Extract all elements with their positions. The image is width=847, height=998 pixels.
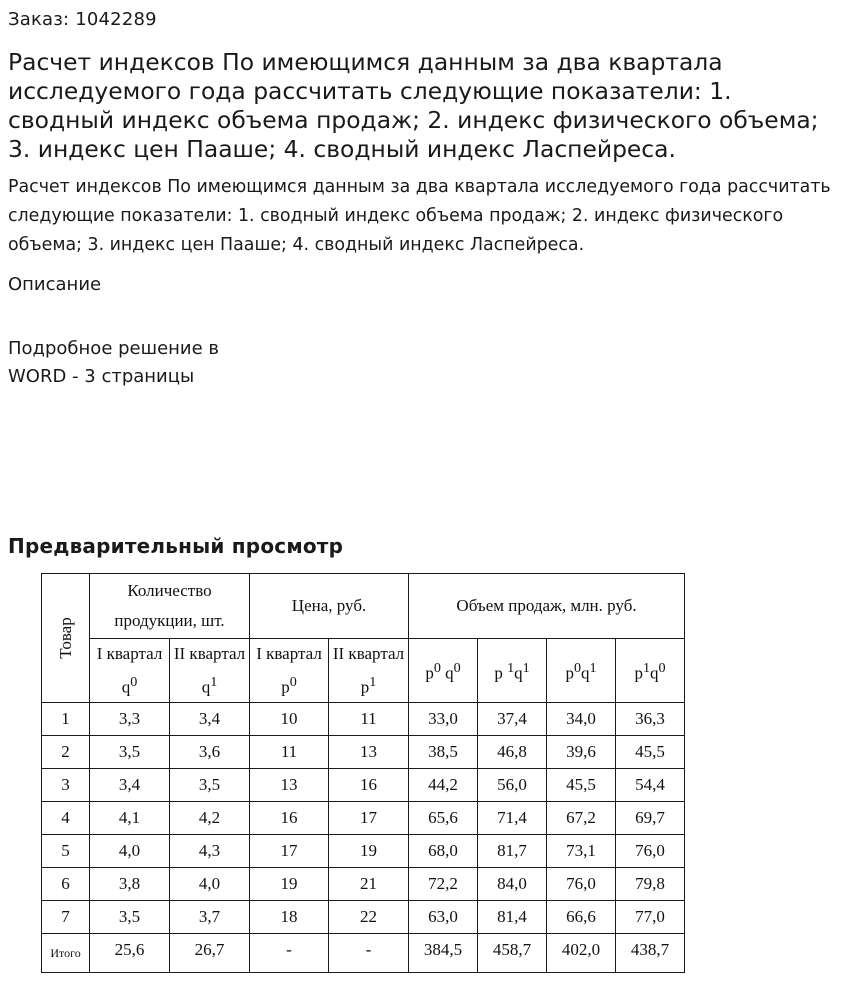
header-product [42, 574, 90, 703]
table-cell: 45,5 [547, 769, 616, 802]
table-row [42, 736, 685, 769]
symbol: p [494, 663, 508, 683]
table-cell: 13 [329, 736, 409, 769]
symbol: p [281, 677, 290, 697]
table-cell: 56,0 [478, 769, 547, 802]
header-quantity-line-1: Количество [127, 581, 212, 600]
symbol: q [440, 663, 454, 683]
table-cell: 11 [329, 703, 409, 736]
table-cell: 3,5 [90, 736, 170, 769]
table-cell: 68,0 [409, 835, 478, 868]
table-cell: 72,2 [409, 868, 478, 901]
total-cell: 438,7 [616, 934, 685, 973]
table-cell: 36,3 [616, 703, 685, 736]
table-cell: 2 [42, 736, 90, 769]
header-price: Цена, руб. [250, 574, 409, 639]
table-cell: 54,4 [616, 769, 685, 802]
table-cell: 6 [42, 868, 90, 901]
header-volume: Объем продаж, млн. руб. [409, 574, 685, 639]
total-cell: 402,0 [547, 934, 616, 973]
table-cell: 84,0 [478, 868, 547, 901]
symbol: p [634, 663, 643, 683]
table-cell: 17 [329, 802, 409, 835]
table-row [42, 868, 685, 901]
sub-header-period [329, 639, 409, 703]
table-cell: 76,0 [547, 868, 616, 901]
period-symbol [250, 668, 328, 702]
table-cell: 45,5 [616, 736, 685, 769]
total-cell: - [250, 934, 329, 973]
table-cell: 81,4 [478, 901, 547, 934]
table-cell: 17 [250, 835, 329, 868]
table-cell: 4 [42, 802, 90, 835]
table-cell: 38,5 [409, 736, 478, 769]
table-cell: 46,8 [478, 736, 547, 769]
symbol-superscript: 0 [658, 659, 666, 676]
table-cell: 5 [42, 835, 90, 868]
total-label: Итого [42, 934, 90, 973]
table-cell: 81,7 [478, 835, 547, 868]
table-cell: 3,7 [170, 901, 250, 934]
table-cell: 76,0 [616, 835, 685, 868]
symbol: q [650, 663, 659, 683]
sub-header-row [42, 639, 685, 703]
description-heading: Описание [8, 274, 102, 295]
table-cell: 65,6 [409, 802, 478, 835]
total-cell: 25,6 [90, 934, 170, 973]
symbol-superscript: 0 [573, 659, 582, 676]
symbol-superscript: 1 [507, 659, 515, 676]
table-cell: 4,3 [170, 835, 250, 868]
table-row [42, 802, 685, 835]
period-symbol [90, 668, 169, 702]
header-quantity-line-2: продукции, шт. [114, 611, 225, 630]
preview-heading: Предварительный просмотр [8, 534, 344, 558]
table-cell: 34,0 [547, 703, 616, 736]
symbol: p [565, 663, 574, 683]
table-cell: 7 [42, 901, 90, 934]
sub-header-volume [547, 639, 616, 703]
sub-header-volume [616, 639, 685, 703]
symbol: p [360, 677, 370, 697]
sub-header-period [170, 639, 250, 703]
table-cell: 16 [250, 802, 329, 835]
sub-header-period [250, 639, 329, 703]
table-cell: 4,1 [90, 802, 170, 835]
table-row [42, 703, 685, 736]
table-row [42, 835, 685, 868]
period-label: II квартал [173, 644, 246, 663]
table-cell: 63,0 [409, 901, 478, 934]
table-cell: 79,8 [616, 868, 685, 901]
page-title: Расчет индексов По имеющимся данным за два квартала исследуемого года рассчитать следующие показатели: 1. сводный индекс объема продаж; 2. индекс физического объема; 3. индекс цен Пааше; 4. сводный индекс Ласпейреса. [8, 48, 819, 163]
description-body: Подробное решение в WORD - 3 страницы [8, 338, 220, 387]
table-cell: 3,5 [170, 769, 250, 802]
table-cell: 3,4 [90, 769, 170, 802]
period-symbol [329, 668, 408, 702]
symbol: q [121, 677, 131, 697]
symbol-superscript: 0 [433, 659, 441, 676]
sub-header-period [90, 639, 170, 703]
table-cell: 3,6 [170, 736, 250, 769]
table-cell: 1 [42, 703, 90, 736]
header-quantity [90, 574, 250, 639]
table-cell: 67,2 [547, 802, 616, 835]
table-cell: 37,4 [478, 703, 547, 736]
symbol: q [514, 663, 523, 683]
symbol-superscript: 0 [289, 674, 297, 690]
total-cell: - [329, 934, 409, 973]
table-row [42, 901, 685, 934]
table-cell: 77,0 [616, 901, 685, 934]
table-cell: 73,1 [547, 835, 616, 868]
table-row [42, 769, 685, 802]
sub-header-volume [478, 639, 547, 703]
total-row [42, 934, 685, 973]
total-cell: 26,7 [170, 934, 250, 973]
table-cell: 4,0 [170, 868, 250, 901]
table-cell: 18 [250, 901, 329, 934]
symbol-superscript: 0 [130, 674, 138, 690]
table-cell: 4,2 [170, 802, 250, 835]
table-cell: 16 [329, 769, 409, 802]
table-cell: 69,7 [616, 802, 685, 835]
symbol-superscript: 1 [210, 674, 218, 690]
table-cell: 22 [329, 901, 409, 934]
period-label: I квартал [96, 644, 163, 663]
period-label: I квартал [256, 644, 322, 663]
table-cell: 3 [42, 769, 90, 802]
header-product-label: Товар [55, 617, 75, 659]
symbol: q [581, 663, 590, 683]
table-cell: 13 [250, 769, 329, 802]
period-symbol [170, 668, 249, 702]
total-cell: 458,7 [478, 934, 547, 973]
table-cell: 21 [329, 868, 409, 901]
table-cell: 10 [250, 703, 329, 736]
sub-header-volume [409, 639, 478, 703]
symbol: p [425, 663, 434, 683]
table-cell: 3,3 [90, 703, 170, 736]
table-cell: 39,6 [547, 736, 616, 769]
total-cell: 384,5 [409, 934, 478, 973]
symbol-superscript: 0 [453, 659, 461, 676]
table-cell: 19 [250, 868, 329, 901]
table-cell: 3,4 [170, 703, 250, 736]
order-number: Заказ: 1042289 [8, 9, 157, 30]
index-data-table [41, 573, 685, 973]
symbol: q [201, 677, 211, 697]
table-cell: 3,8 [90, 868, 170, 901]
period-label: II квартал [332, 644, 405, 663]
symbol-superscript: 1 [589, 659, 597, 676]
table-cell: 33,0 [409, 703, 478, 736]
table-cell: 4,0 [90, 835, 170, 868]
preview-table-image [41, 573, 684, 972]
table-cell: 11 [250, 736, 329, 769]
table-cell: 44,2 [409, 769, 478, 802]
table-cell: 19 [329, 835, 409, 868]
table-cell: 71,4 [478, 802, 547, 835]
symbol-superscript: 1 [642, 659, 651, 676]
task-summary: Расчет индексов По имеющимся данным за два квартала исследуемого года рассчитать следующие показатели: 1. сводный индекс объема продаж; 2. индекс физического объема; 3. индекс цен Пааше; 4. сводный индекс Ласпейреса. [8, 177, 831, 255]
table-cell: 66,6 [547, 901, 616, 934]
symbol-superscript: 1 [522, 659, 530, 676]
symbol-superscript: 1 [369, 674, 377, 690]
table-cell: 3,5 [90, 901, 170, 934]
